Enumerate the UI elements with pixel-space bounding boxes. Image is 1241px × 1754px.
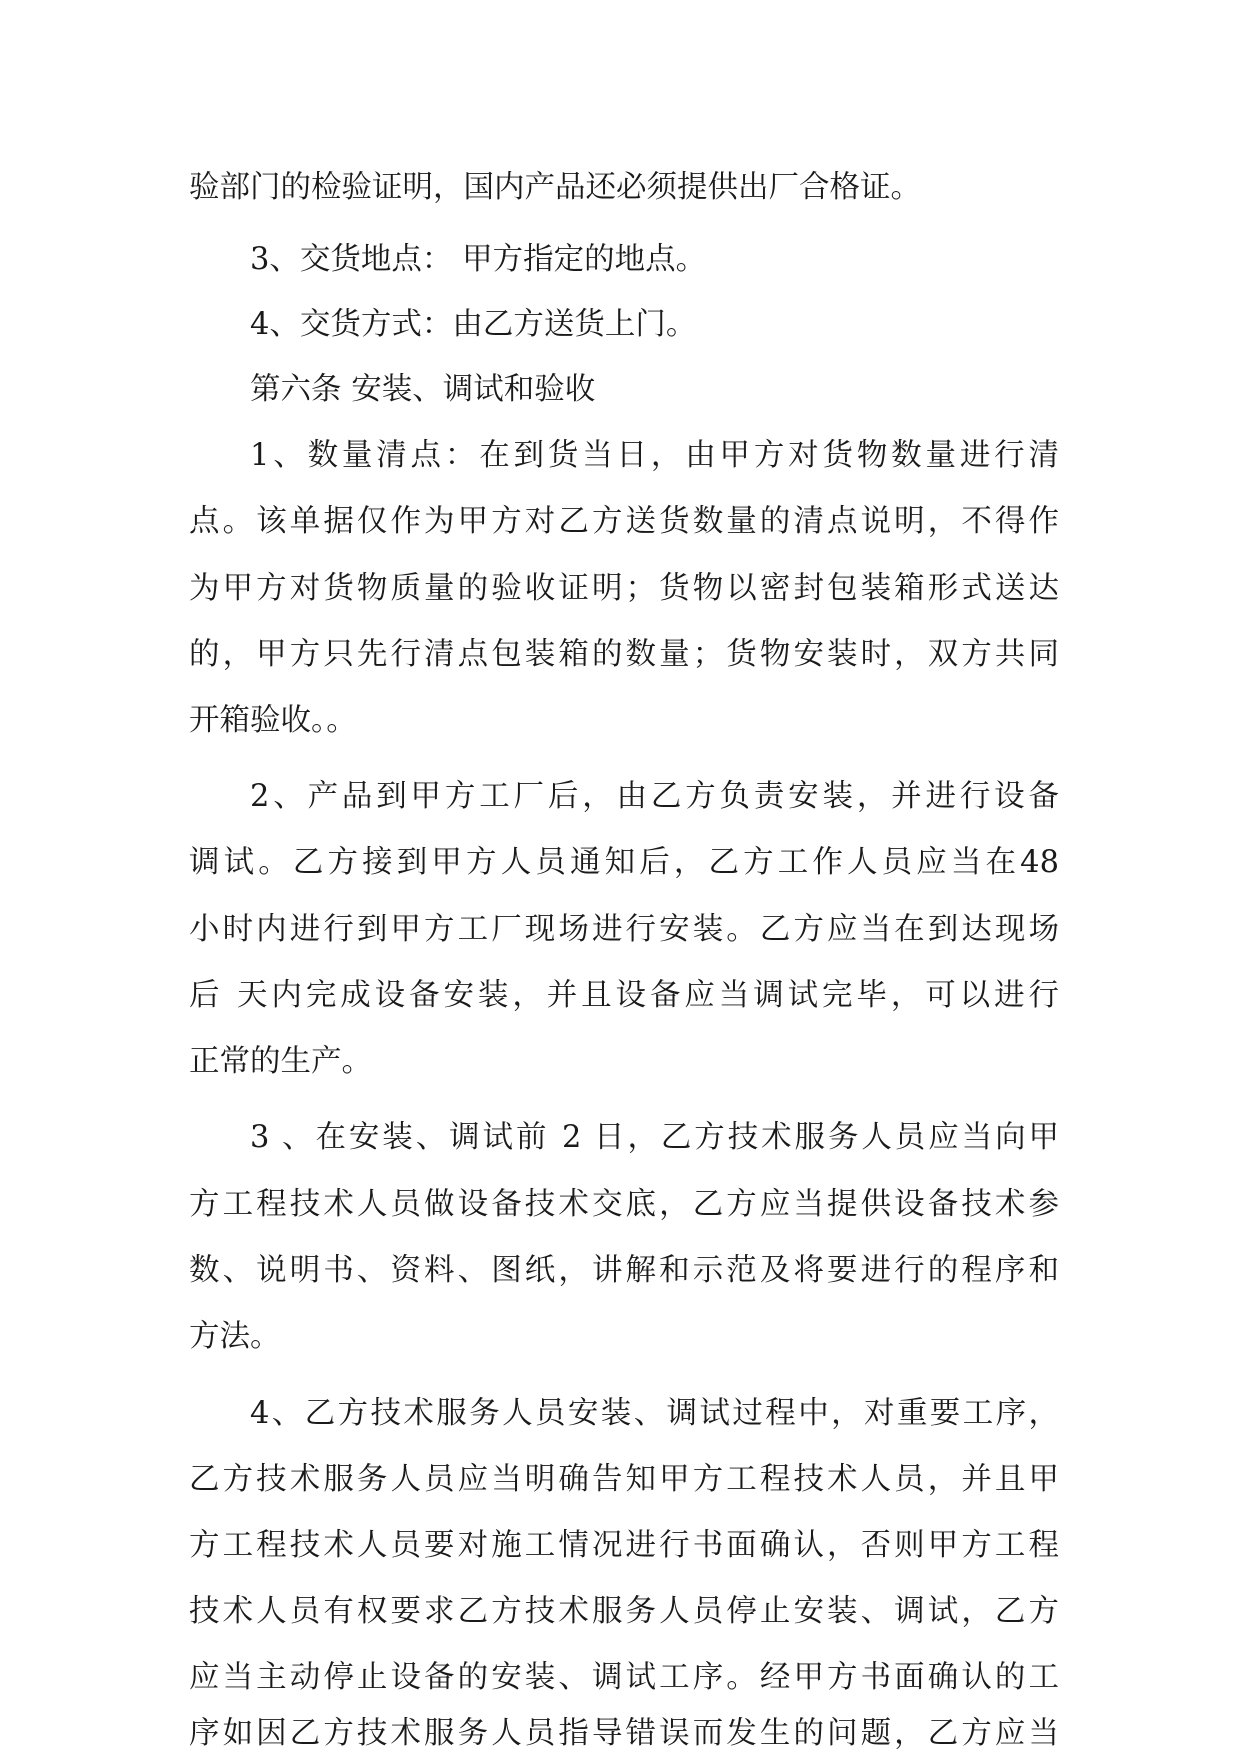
text-line: 开箱验收。。	[189, 703, 357, 738]
text-line: 方工程技术人员做设备技术交底，乙方应当提供设备技术参	[189, 1187, 1059, 1222]
text-line: 方工程技术人员要对施工情况进行书面确认，否则甲方工程	[189, 1528, 1059, 1563]
text-line: 4、乙方技术服务人员安装、调试过程中，对重要工序，	[250, 1396, 1059, 1431]
text-line: 验部门的检验证明，国内产品还必须提供出厂合格证。	[189, 170, 921, 205]
text-line: 调试。乙方接到甲方人员通知后，乙方工作人员应当在48	[189, 845, 1059, 880]
section-heading: 第六条 安装、调试和验收	[250, 372, 596, 407]
text-line: 技术人员有权要求乙方技术服务人员停止安装、调试，乙方	[189, 1594, 1059, 1629]
text-line: 的，甲方只先行清点包装箱的数量；货物安装时，双方共同	[189, 637, 1059, 672]
text-line: 3、交货地点： 甲方指定的地点。	[250, 242, 707, 277]
text-line: 1、数量清点：在到货当日，由甲方对货物数量进行清	[250, 438, 1059, 473]
text-line: 3 、在安装、调试前 2 日，乙方技术服务人员应当向甲	[250, 1120, 1059, 1155]
text-line: 乙方技术服务人员应当明确告知甲方工程技术人员，并且甲	[189, 1462, 1059, 1497]
text-line: 方法。	[189, 1319, 281, 1354]
text-line: 为甲方对货物质量的验收证明；货物以密封包装箱形式送达	[189, 571, 1059, 606]
text-line: 2、产品到甲方工厂后，由乙方负责安装，并进行设备	[250, 779, 1059, 814]
text-line: 序如因乙方技术服务人员指导错误而发生的问题，乙方应当	[189, 1716, 1059, 1751]
text-line: 应当主动停止设备的安装、调试工序。经甲方书面确认的工	[189, 1660, 1059, 1695]
text-line: 后 天内完成设备安装，并且设备应当调试完毕，可以进行	[189, 978, 1059, 1013]
text-line: 小时内进行到甲方工厂现场进行安装。乙方应当在到达现场	[189, 912, 1059, 947]
text-line: 点。该单据仅作为甲方对乙方送货数量的清点说明，不得作	[189, 504, 1059, 539]
text-line: 正常的生产。	[189, 1044, 372, 1079]
text-line: 数、说明书、资料、图纸，讲解和示范及将要进行的程序和	[189, 1253, 1059, 1288]
text-line: 4、交货方式：由乙方送货上门。	[250, 307, 697, 342]
